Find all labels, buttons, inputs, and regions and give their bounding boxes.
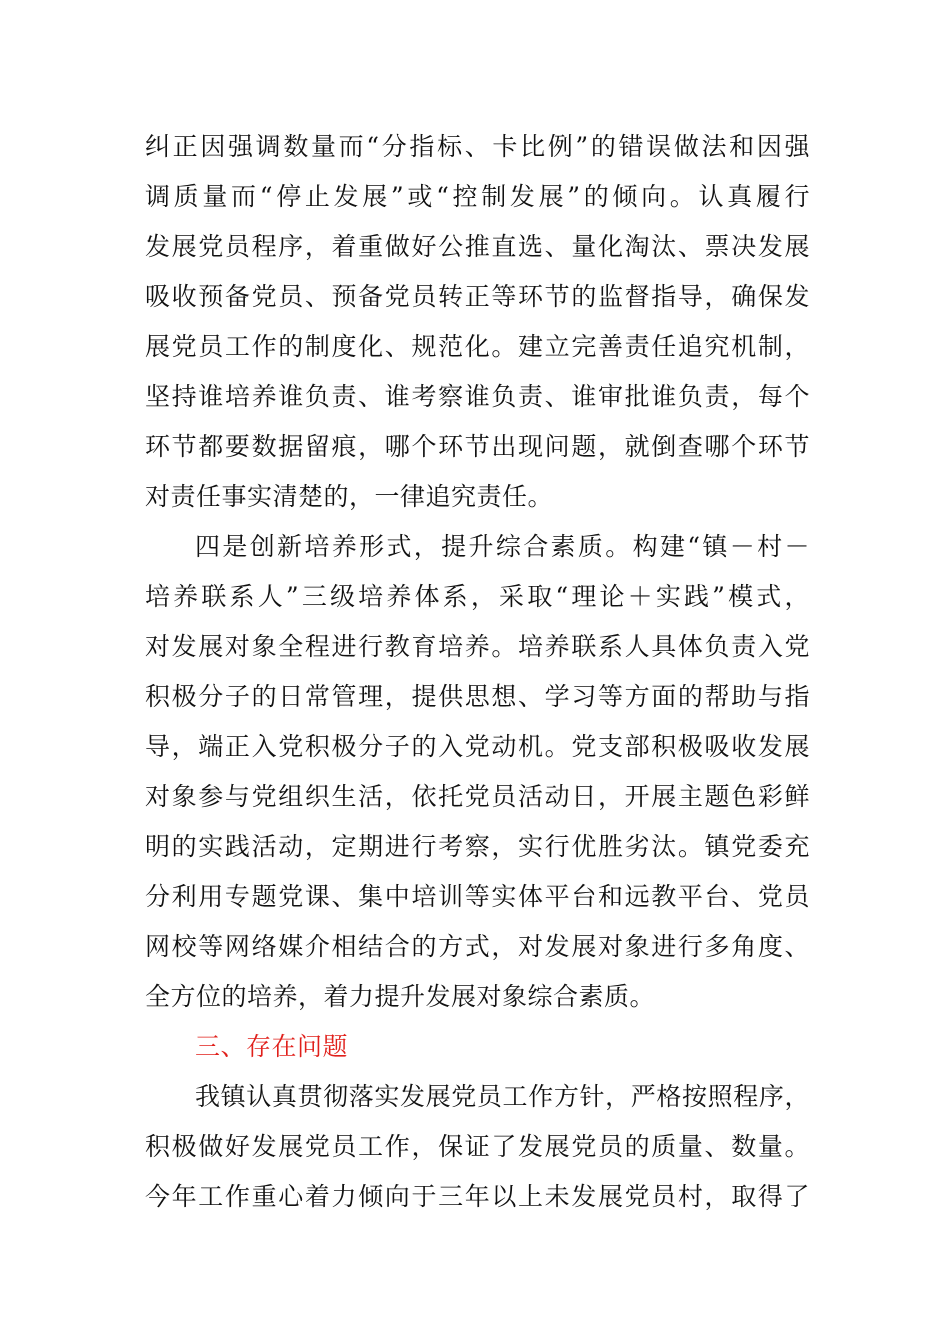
body-line: 对象参与党组织生活，依托党员活动日，开展主题色彩鲜 bbox=[145, 782, 810, 811]
body-line: 调质量而“停止发展”或“控制发展”的倾向。认真履行 bbox=[145, 182, 810, 211]
body-line: 全方位的培养，着力提升发展对象综合素质。 bbox=[145, 982, 656, 1011]
body-line: 展党员工作的制度化、规范化。建立完善责任追究机制， bbox=[145, 332, 810, 361]
body-line: 今年工作重心着力倾向于三年以上未发展党员村，取得了 bbox=[145, 1182, 810, 1211]
document-body bbox=[145, 122, 810, 1222]
section-heading: 三、存在问题 bbox=[195, 1032, 349, 1061]
body-line: 对发展对象全程进行教育培养。培养联系人具体负责入党 bbox=[145, 632, 810, 661]
body-line: 纠正因强调数量而“分指标、卡比例”的错误做法和因强 bbox=[145, 132, 810, 161]
body-line: 吸收预备党员、预备党员转正等环节的监督指导，确保发 bbox=[145, 282, 810, 311]
body-line: 坚持谁培养谁负责、谁考察谁负责、谁审批谁负责，每个 bbox=[145, 382, 810, 411]
body-line: 明的实践活动，定期进行考察，实行优胜劣汰。镇党委充 bbox=[145, 832, 810, 861]
body-line: 对责任事实清楚的，一律追究责任。 bbox=[145, 482, 554, 511]
paragraph-first-line: 四是创新培养形式，提升综合素质。构建“镇－村－ bbox=[195, 532, 810, 561]
body-line: 导，端正入党积极分子的入党动机。党支部积极吸收发展 bbox=[145, 732, 810, 761]
paragraph-first-line: 我镇认真贯彻落实发展党员工作方针，严格按照程序， bbox=[195, 1082, 810, 1111]
body-line: 发展党员程序，着重做好公推直选、量化淘汰、票决发展 bbox=[145, 232, 810, 261]
body-line: 积极做好发展党员工作，保证了发展党员的质量、数量。 bbox=[145, 1132, 810, 1161]
body-line: 分利用专题党课、集中培训等实体平台和远教平台、党员 bbox=[145, 882, 810, 911]
body-line: 培养联系人”三级培养体系，采取“理论＋实践”模式， bbox=[145, 582, 810, 611]
body-line: 环节都要数据留痕，哪个环节出现问题，就倒查哪个环节 bbox=[145, 432, 810, 461]
body-line: 网校等网络媒介相结合的方式，对发展对象进行多角度、 bbox=[145, 932, 810, 961]
body-line: 积极分子的日常管理，提供思想、学习等方面的帮助与指 bbox=[145, 682, 810, 711]
